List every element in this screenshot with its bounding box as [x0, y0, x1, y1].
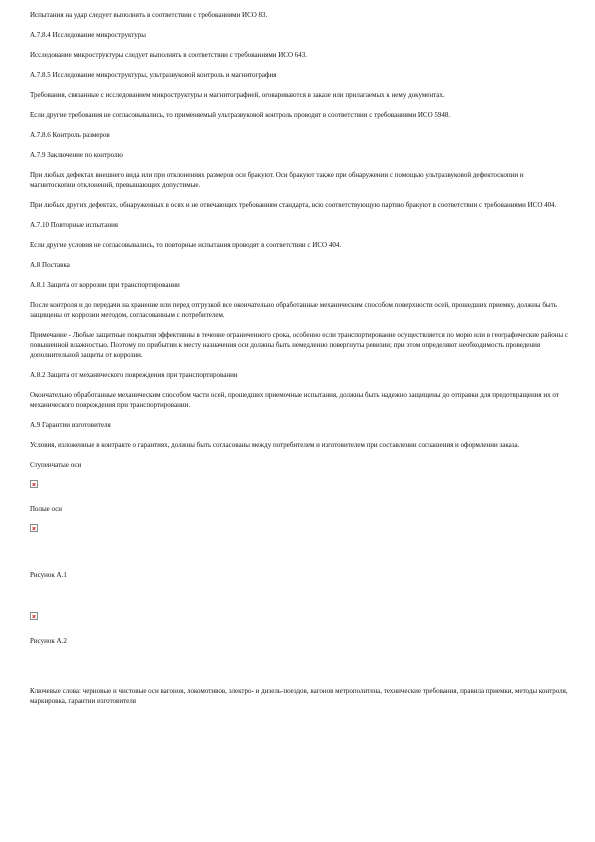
section-heading: А.7.8.4 Исследование микроструктуры	[30, 31, 146, 39]
figure-caption-a2: Рисунок А.2	[30, 637, 67, 645]
section-heading: А.8.1 Защита от коррозии при транспортировании	[30, 281, 180, 289]
image-stepped-axles	[30, 480, 570, 494]
section-heading: А.7.9 Заключение по контролю	[30, 151, 123, 159]
caption-stepped-axles: Ступенчатые оси	[30, 461, 82, 469]
caption-hollow-axles: Полые оси	[30, 505, 63, 513]
paragraph: При любых дефектах внешнего вида или при отклонениях размеров оси бракуют. Оси бракуют также при обнаружении с помощью ультразвуковой дефектоскопии и магнитоскопии отклонений, превышающих допустимые.	[30, 171, 524, 189]
paragraph: После контроля и до передачи на хранение или перед отгрузкой все окончательно обработанные механическим способом поверхности осей, прошедших приемку, должны быть защищены от коррозии методом, согласованным с потребителем.	[30, 301, 557, 319]
section-heading: А.8.2 Защита от механического повреждения при транспортировании	[30, 371, 238, 379]
section-heading: А.9 Гарантии изготовителя	[30, 421, 111, 429]
section-heading: А.8 Поставка	[30, 261, 70, 269]
section-heading: А.7.8.6 Контроль размеров	[30, 131, 110, 139]
paragraph: Требования, связанные с исследованием микроструктуры и магнитографией, оговариваются в заказе или прилагаемых к нему документах.	[30, 91, 445, 99]
broken-image-icon	[30, 612, 38, 620]
document-page	[30, 10, 570, 716]
section-heading: А.7.10 Повторные испытания	[30, 221, 119, 229]
broken-image-icon	[30, 480, 38, 488]
figure-caption-a1: Рисунок А.1	[30, 571, 67, 579]
paragraph: Исследование микроструктуры следует выполнять в соответствии с требованиями ИСО 643.	[30, 51, 308, 59]
paragraph: Если другие требования не согласовывались, то применяемый ультразвуковой контроль проводят в соответствии с требованиями ИСО 5948.	[30, 111, 451, 119]
paragraph: Испытания на удар следует выполнять в соответствии с требованиями ИСО 83.	[30, 11, 268, 19]
paragraph: При любых других дефектах, обнаруженных в осях и не отвечающих требованиям стандарта, всю соответствующую партию бракуют в соответствии с требованиями ИСО 404.	[30, 201, 557, 209]
paragraph: Если другие условия не согласовывались, то повторные испытания проводят в соответствии с ИСО 404.	[30, 241, 342, 249]
paragraph: Окончательно обработанные механическим способом части осей, прошедших приемочные испытания, должны быть надежно защищены до отправки для предотвращения их от механического повреждения при транспортировании.	[30, 391, 559, 409]
keywords: Ключевые слова: черновые и чистовые оси вагонов, локомотивов, электро- и дизель-поездов, вагонов метрополитена, технические требования, правила приемки, методы контроля, маркировка, гарантии изготовителя	[30, 687, 568, 705]
image-hollow-axles	[30, 524, 570, 538]
image-figure-a2	[30, 612, 570, 626]
section-heading: А.7.8.5 Исследование микроструктуры, ультразвуковой контроль и магнитография	[30, 71, 277, 79]
paragraph: Условия, изложенные в контракте о гарантиях, должны быть согласованы между потребителем и изготовителем при составлении соглашения и оформлении заказа.	[30, 441, 520, 449]
broken-image-icon	[30, 524, 38, 532]
note-paragraph: Примечание - Любые защитные покрытия эффективны в течение ограниченного срока, особенно если транспортирование осуществляется по морю или в географические районы с повышенной влажностью. Поэтому по прибытии к месту назначения оси должны быть немедленно повергнуты ревизии; при этом определяют необходимость проведения дополнительной защиты от коррозии.	[30, 331, 569, 359]
